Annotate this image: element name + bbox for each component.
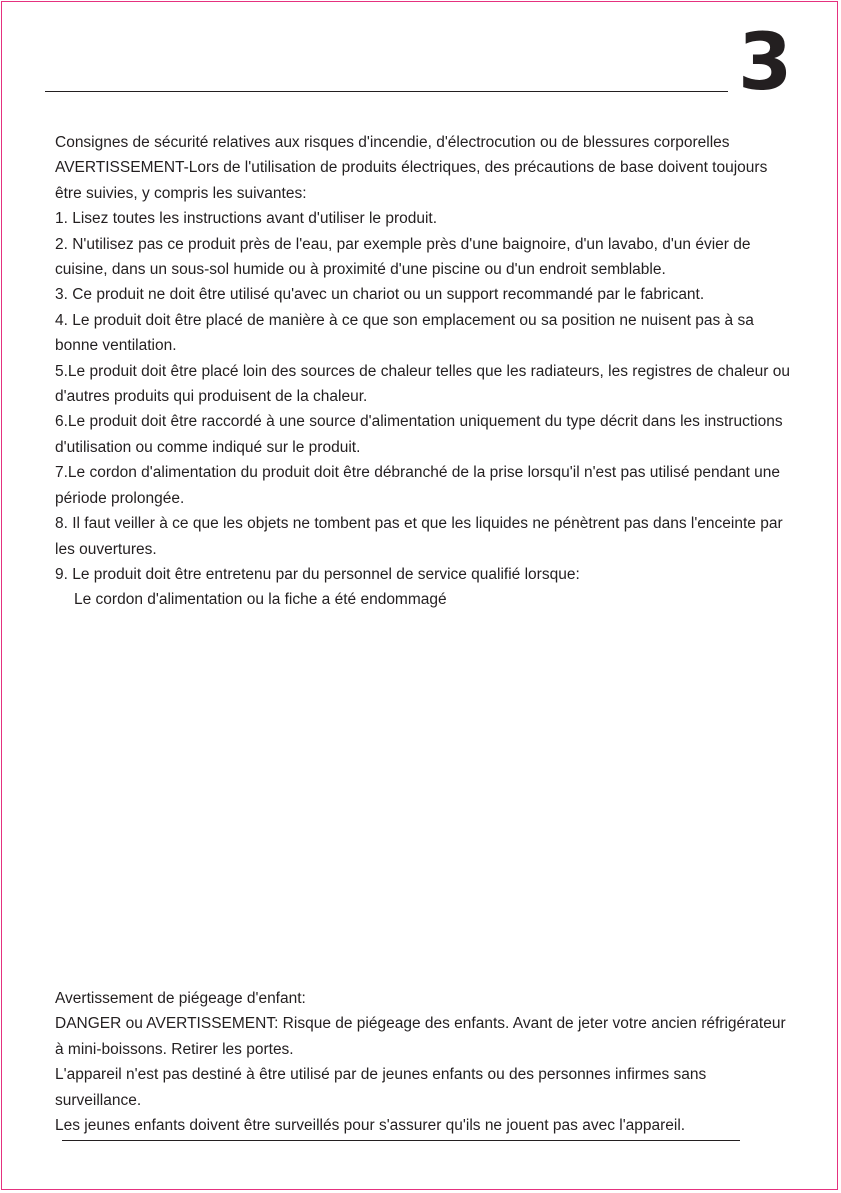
footer-rule xyxy=(62,1140,740,1141)
warning-usage: L'appareil n'est pas destiné à être utilisé par de jeunes enfants ou des personnes infirmes sans surveillance. xyxy=(55,1066,707,1109)
header-rule xyxy=(45,91,728,92)
safety-item-7: 7.Le cordon d'alimentation du produit doit être débranché de la prise lorsqu'il n'est pas utilisé pendant une période prolongée. xyxy=(55,464,780,507)
safety-item-1: 1. Lisez toutes les instructions avant d'utiliser le produit. xyxy=(55,210,438,228)
warning-danger: DANGER ou AVERTISSEMENT: Risque de piégeage des enfants. Avant de jeter votre ancien réfrigérateur à mini-boissons. Retirer les portes. xyxy=(55,1015,786,1058)
warning-title: Avertissement de piégeage d'enfant: xyxy=(55,990,306,1007)
safety-subitem: Le cordon d'alimentation ou la fiche a été endommagé xyxy=(74,591,447,609)
safety-instructions xyxy=(55,130,795,613)
warning-supervision: Les jeunes enfants doivent être surveillés pour s'assurer qu'ils ne jouent pas avec l'appareil. xyxy=(55,1117,686,1135)
page-number: 3 xyxy=(738,18,792,108)
safety-item-5: 5.Le produit doit être placé loin des sources de chaleur telles que les radiateurs, les registres de chaleur ou d'autres produits qui produisent de la chaleur. xyxy=(55,362,790,406)
safety-item-8: 8. Il faut veiller à ce que les objets ne tombent pas et que les liquides ne pénètrent pas dans l'enceinte par les ouvertures. xyxy=(55,515,783,558)
safety-item-4: 4. Le produit doit être placé de manière à ce que son emplacement ou sa position ne nuisent pas à sa bonne ventilation. xyxy=(55,311,754,355)
child-entrapment-warning xyxy=(55,986,795,1138)
safety-intro: Consignes de sécurité relatives aux risques d'incendie, d'électrocution ou de blessures corporelles AVERTISSEMENT-Lors de l'utilisation de produits électriques, des précautions de base doivent toujours être suivies, y compris les suivantes: xyxy=(55,134,768,202)
safety-item-9: 9. Le produit doit être entretenu par du personnel de service qualifié lorsque: xyxy=(55,565,580,583)
safety-item-3: 3. Ce produit ne doit être utilisé qu'avec un chariot ou un support recommandé par le fabricant. xyxy=(55,286,705,304)
safety-item-6: 6.Le produit doit être raccordé à une source d'alimentation uniquement du type décrit dans les instructions d'utilisation ou comme indiqué sur le produit. xyxy=(55,413,783,456)
safety-item-2: 2. N'utilisez pas ce produit près de l'eau, par exemple près d'une baignoire, d'un lavabo, d'un évier de cuisine, dans un sous-sol humide ou à proximité d'une piscine ou d'un endroit semblable. xyxy=(55,235,751,279)
